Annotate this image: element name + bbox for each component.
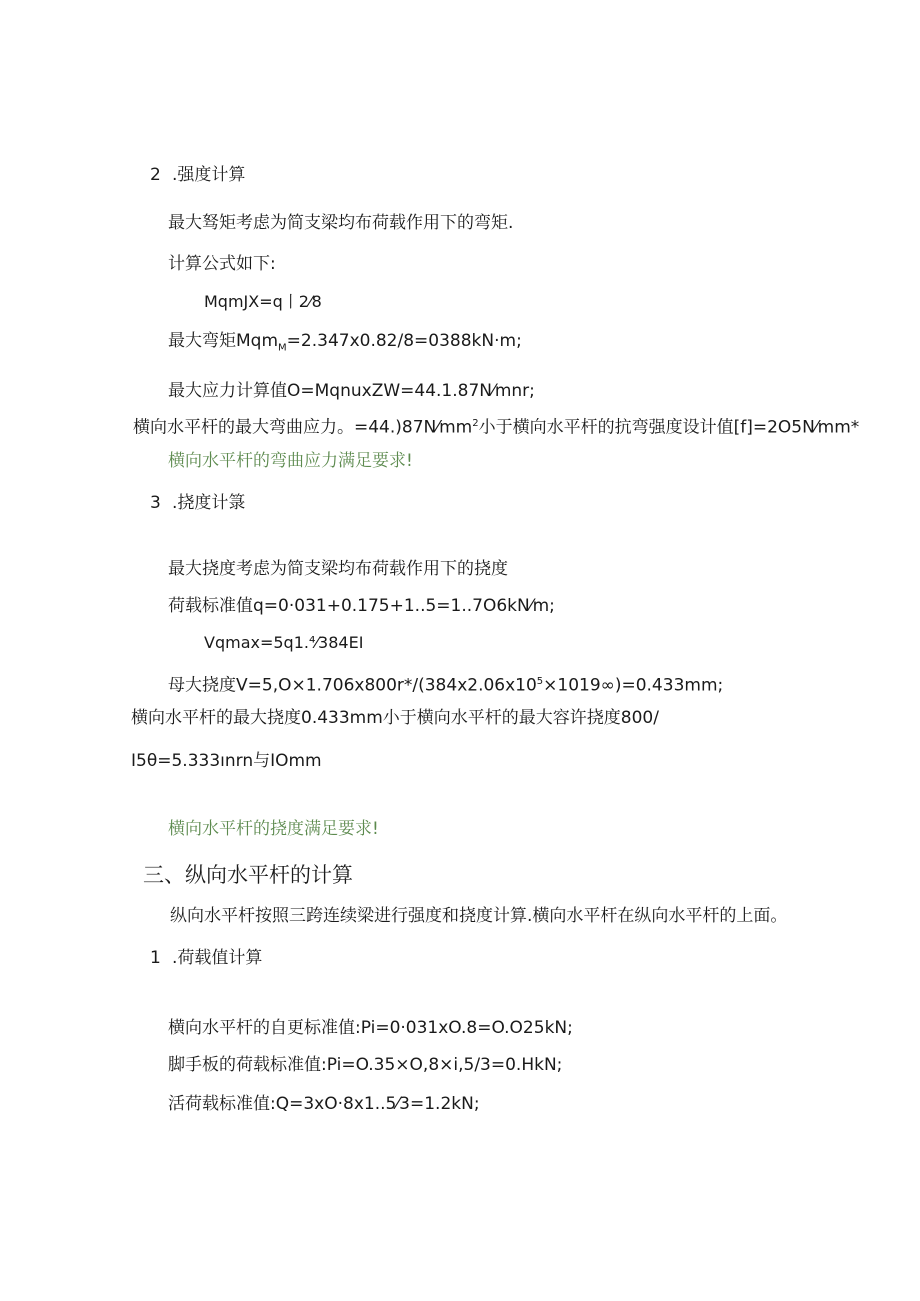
paragraph — [168, 330, 522, 359]
formula: MqmJX=q丨2⁄8 — [204, 292, 322, 311]
heading-title: .强度计算 — [172, 165, 246, 185]
formula: Vqmax=5q1.⁴⁄384EI — [204, 633, 364, 652]
paragraph: 最大驽矩考虑为简支梁均布荷载作用下的弯矩. — [168, 213, 514, 233]
paragraph: 活荷载标准值:Q=3xO·8x1..5⁄3=1.2kN; — [168, 1094, 480, 1114]
paragraph: 最大应力计算值O=MqnuxZW=44.1.87N⁄mnr; — [168, 381, 535, 401]
paragraph: I5θ=5.333ınrn与IOmm — [131, 751, 322, 771]
superscript: 5 — [536, 676, 544, 687]
text-part: 小于横向水平杆的抗弯强度设计值[f]=2O5N⁄mm* — [478, 417, 860, 438]
heading-number: 3 — [150, 493, 161, 513]
text-part: 最大弯矩Mqm — [168, 331, 279, 351]
paragraph: 最大挠度考虑为简支梁均布荷载作用下的挠度 — [168, 559, 508, 579]
heading-title: .荷载值计算 — [172, 948, 263, 968]
subscript: M — [278, 342, 287, 354]
text-part: ×1019∞)=0.433mm; — [543, 675, 724, 696]
text-part: 母大挠度V=5,O×1.706x800r*/(384x2.06x10 — [168, 675, 537, 696]
paragraph: 脚手板的荷载标准值:Pi=O.35×O,8×i,5/3=0.HkN; — [168, 1055, 563, 1075]
paragraph: 荷载标准值q=0·031+0.175+1..5=1..7O6kN⁄m; — [168, 596, 555, 616]
text-part: =2.347x0.82/8=0388kN·m; — [286, 331, 522, 351]
paragraph — [168, 671, 723, 697]
heading-number: 2 — [150, 165, 161, 185]
check-result: 横向水平杆的挠度满足要求! — [168, 819, 379, 839]
paragraph: 纵向水平杆按照三跨连续梁进行强度和挠度计算.横向水平杆在纵向水平杆的上面。 — [170, 906, 788, 926]
section-heading-deflection — [150, 492, 245, 514]
heading-title: .挠度计箓 — [172, 493, 246, 513]
section-heading-load — [150, 947, 262, 969]
chapter-heading: 三、纵向水平杆的计算 — [143, 863, 353, 887]
check-result: 横向水平杆的弯曲应力满足要求! — [168, 451, 413, 471]
heading-number: 1 — [150, 948, 161, 968]
paragraph — [133, 413, 859, 439]
superscript: 2 — [472, 418, 479, 429]
paragraph: 横向水平杆的自更标准值:Pi=0·031xO.8=O.O25kN; — [168, 1018, 573, 1038]
text-part: 横向水平杆的最大弯曲应力。=44.)87N⁄mm — [133, 417, 473, 438]
paragraph: 计算公式如下: — [168, 254, 276, 274]
section-heading-strength — [150, 164, 245, 186]
paragraph: 横向水平杆的最大挠度0.433mm小于横向水平杆的最大容许挠度800/ — [131, 708, 659, 728]
